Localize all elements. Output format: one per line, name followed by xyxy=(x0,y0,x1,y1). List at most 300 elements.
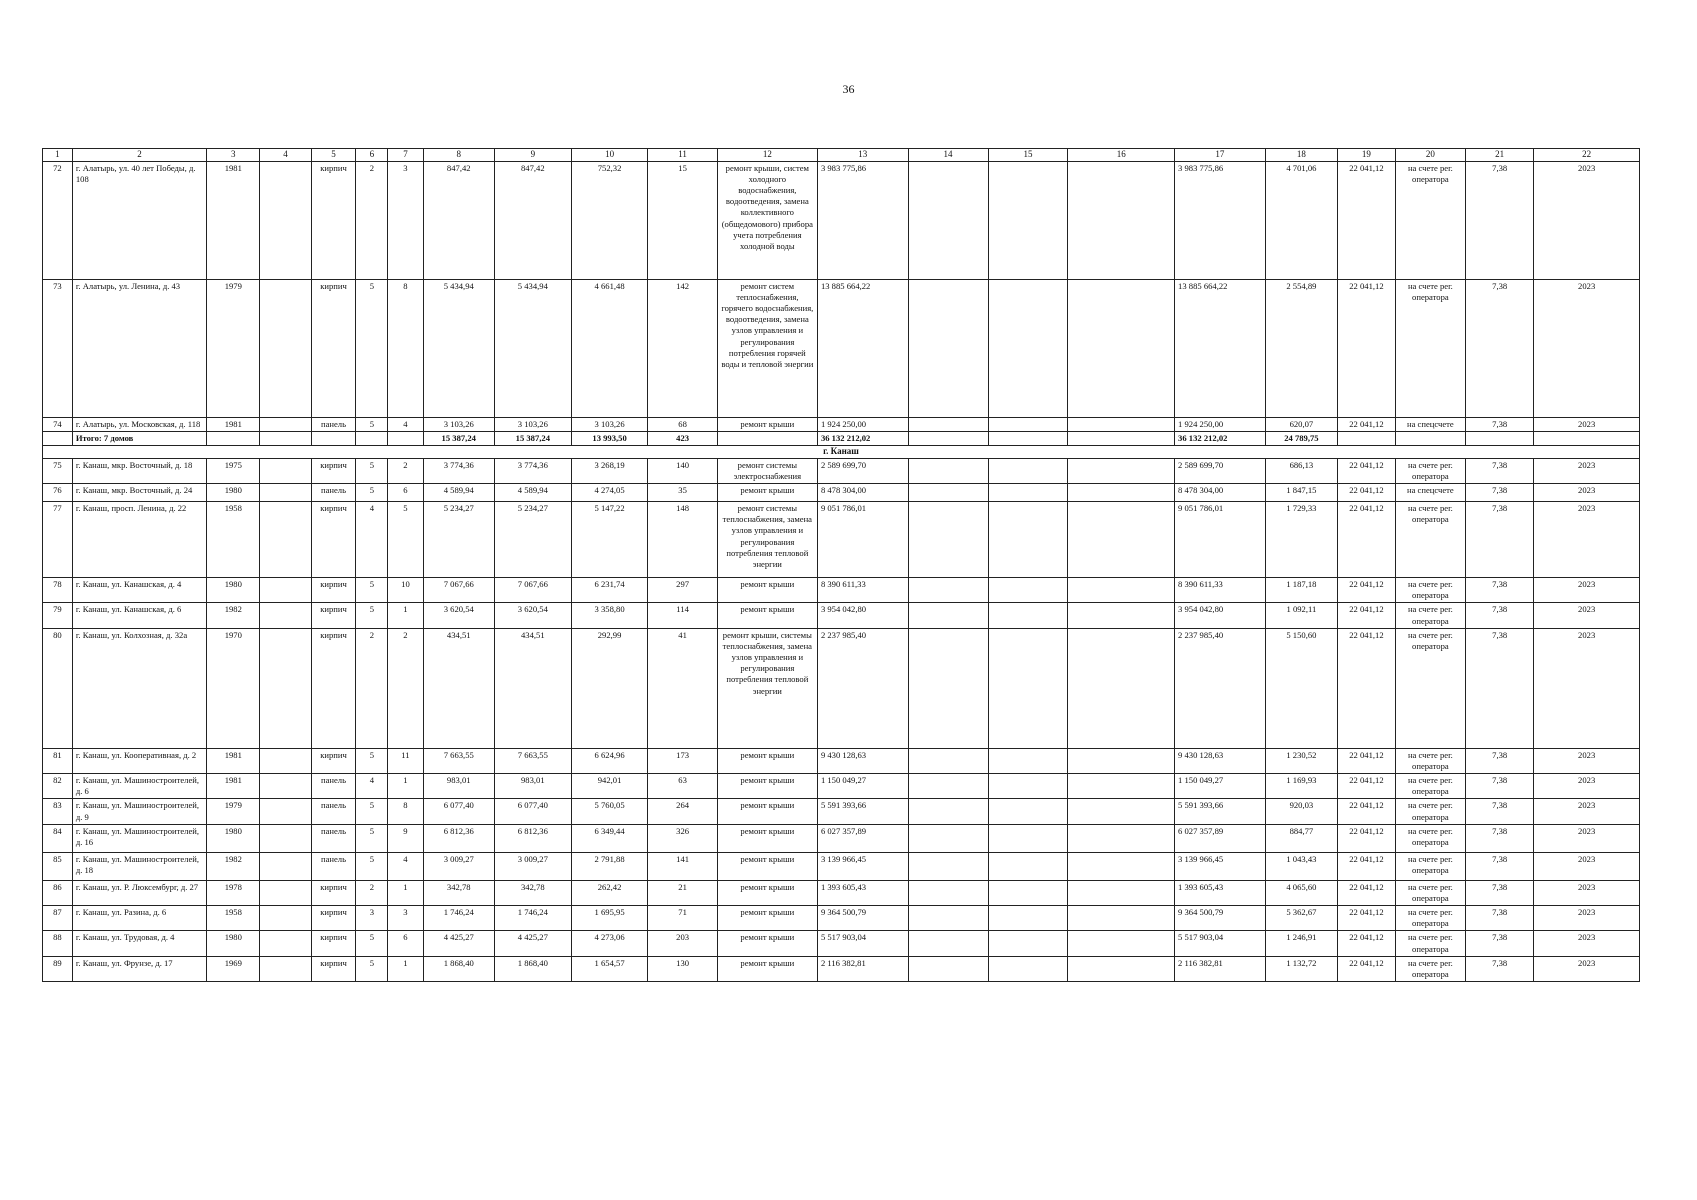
total-cell xyxy=(1534,431,1640,445)
column-number: 1 xyxy=(43,149,73,162)
cell-res: 173 xyxy=(648,748,717,773)
cell-cost: 8 390 611,33 xyxy=(817,578,908,603)
column-number: 3 xyxy=(207,149,260,162)
cell-mat: панель xyxy=(311,824,356,852)
cell-n: 78 xyxy=(43,578,73,603)
cell-c16 xyxy=(1068,279,1175,417)
cell-c18: 1 092,11 xyxy=(1265,603,1337,628)
cell-res: 140 xyxy=(648,458,717,483)
cell-a10: 3 268,19 xyxy=(571,458,648,483)
cell-c18: 920,03 xyxy=(1265,799,1337,824)
cell-c14 xyxy=(908,906,988,931)
cell-year: 1982 xyxy=(207,852,260,880)
cell-c17: 1 150 049,27 xyxy=(1175,774,1266,799)
cell-a8: 6 812,36 xyxy=(423,824,494,852)
cell-c15 xyxy=(988,578,1068,603)
cell-ent: 11 xyxy=(388,748,423,773)
table-row xyxy=(43,748,1640,773)
cell-addr: г. Канаш, ул. Колхозная, д. 32а xyxy=(72,628,206,748)
cell-res: 114 xyxy=(648,603,717,628)
table-body xyxy=(43,161,1640,981)
cell-addr: г. Канаш, ул. Канашская, д. 4 xyxy=(72,578,206,603)
cell-work: ремонт системы электроснабжения xyxy=(717,458,817,483)
cell-c21: 7,38 xyxy=(1466,774,1534,799)
cell-n: 76 xyxy=(43,484,73,502)
cell-c21: 7,38 xyxy=(1466,852,1534,880)
cell-c18: 4 065,60 xyxy=(1265,880,1337,905)
cell-c17: 8 390 611,33 xyxy=(1175,578,1266,603)
cell-cost: 3 954 042,80 xyxy=(817,603,908,628)
cell-c15 xyxy=(988,931,1068,956)
cell-a8: 3 009,27 xyxy=(423,852,494,880)
cell-c4 xyxy=(260,799,311,824)
cell-c16 xyxy=(1068,628,1175,748)
cell-c21: 7,38 xyxy=(1466,417,1534,431)
cell-work: ремонт крыши xyxy=(717,799,817,824)
cell-cost: 2 589 699,70 xyxy=(817,458,908,483)
total-cell xyxy=(1068,431,1175,445)
cell-a8: 847,42 xyxy=(423,161,494,279)
cell-c4 xyxy=(260,502,311,578)
cell-a8: 434,51 xyxy=(423,628,494,748)
cell-c18: 884,77 xyxy=(1265,824,1337,852)
cell-c15 xyxy=(988,161,1068,279)
cell-c4 xyxy=(260,458,311,483)
cell-a10: 752,32 xyxy=(571,161,648,279)
cell-c22: 2023 xyxy=(1534,417,1640,431)
cell-c21: 7,38 xyxy=(1466,799,1534,824)
total-cell xyxy=(356,431,388,445)
cell-ent: 9 xyxy=(388,824,423,852)
cell-c17: 1 393 605,43 xyxy=(1175,880,1266,905)
cell-c17: 13 885 664,22 xyxy=(1175,279,1266,417)
cell-cost: 9 051 786,01 xyxy=(817,502,908,578)
cell-c18: 1 043,43 xyxy=(1265,852,1337,880)
cell-c19: 22 041,12 xyxy=(1338,824,1396,852)
cell-ent: 8 xyxy=(388,279,423,417)
cell-c19: 22 041,12 xyxy=(1338,502,1396,578)
cell-c15 xyxy=(988,956,1068,981)
cell-a9: 7 663,55 xyxy=(494,748,571,773)
cell-a9: 4 425,27 xyxy=(494,931,571,956)
cell-addr: г. Алатырь, ул. Ленина, д. 43 xyxy=(72,279,206,417)
cell-a9: 3 009,27 xyxy=(494,852,571,880)
table-row xyxy=(43,417,1640,431)
cell-c18: 2 554,89 xyxy=(1265,279,1337,417)
cell-work: ремонт крыши xyxy=(717,484,817,502)
cell-a8: 3 774,36 xyxy=(423,458,494,483)
cell-acct: на счете рег. оператора xyxy=(1395,880,1465,905)
city-header-row xyxy=(43,446,1640,459)
cell-n: 81 xyxy=(43,748,73,773)
cell-year: 1970 xyxy=(207,628,260,748)
cell-mat: панель xyxy=(311,852,356,880)
cell-c22: 2023 xyxy=(1534,956,1640,981)
cell-mat: кирпич xyxy=(311,931,356,956)
cell-n: 86 xyxy=(43,880,73,905)
cell-c21: 7,38 xyxy=(1466,578,1534,603)
column-number: 19 xyxy=(1338,149,1396,162)
cell-c19: 22 041,12 xyxy=(1338,931,1396,956)
cell-year: 1958 xyxy=(207,906,260,931)
cell-a9: 983,01 xyxy=(494,774,571,799)
cell-acct: на счете рег. оператора xyxy=(1395,279,1465,417)
total-residents: 423 xyxy=(648,431,717,445)
cell-c15 xyxy=(988,880,1068,905)
cell-c15 xyxy=(988,824,1068,852)
cell-year: 1981 xyxy=(207,748,260,773)
cell-c19: 22 041,12 xyxy=(1338,774,1396,799)
cell-a8: 342,78 xyxy=(423,880,494,905)
cell-c14 xyxy=(908,956,988,981)
cell-acct: на спецсчете xyxy=(1395,484,1465,502)
cell-c4 xyxy=(260,417,311,431)
cell-ent: 1 xyxy=(388,603,423,628)
cell-c19: 22 041,12 xyxy=(1338,906,1396,931)
cell-a10: 5 760,05 xyxy=(571,799,648,824)
cell-addr: г. Алатырь, ул. 40 лет Победы, д. 108 xyxy=(72,161,206,279)
cell-c18: 686,13 xyxy=(1265,458,1337,483)
cell-a9: 1 746,24 xyxy=(494,906,571,931)
cell-c21: 7,38 xyxy=(1466,748,1534,773)
column-number: 22 xyxy=(1534,149,1640,162)
cell-year: 1980 xyxy=(207,484,260,502)
cell-c22: 2023 xyxy=(1534,774,1640,799)
cell-n: 79 xyxy=(43,603,73,628)
cell-c21: 7,38 xyxy=(1466,458,1534,483)
cell-year: 1980 xyxy=(207,931,260,956)
column-number: 5 xyxy=(311,149,356,162)
cell-c21: 7,38 xyxy=(1466,502,1534,578)
cell-ent: 3 xyxy=(388,161,423,279)
cell-acct: на счете рег. оператора xyxy=(1395,852,1465,880)
cell-a9: 5 434,94 xyxy=(494,279,571,417)
cell-a10: 4 273,06 xyxy=(571,931,648,956)
cell-c17: 3 954 042,80 xyxy=(1175,603,1266,628)
cell-c16 xyxy=(1068,484,1175,502)
cell-acct: на счете рег. оператора xyxy=(1395,603,1465,628)
cell-cost: 13 885 664,22 xyxy=(817,279,908,417)
cell-ent: 2 xyxy=(388,628,423,748)
cell-c15 xyxy=(988,748,1068,773)
cell-res: 297 xyxy=(648,578,717,603)
cell-c22: 2023 xyxy=(1534,502,1640,578)
cell-c19: 22 041,12 xyxy=(1338,161,1396,279)
cell-a9: 434,51 xyxy=(494,628,571,748)
cell-fl: 4 xyxy=(356,774,388,799)
total-cell xyxy=(1466,431,1534,445)
cell-c4 xyxy=(260,931,311,956)
cell-res: 15 xyxy=(648,161,717,279)
cell-a10: 262,42 xyxy=(571,880,648,905)
cell-c16 xyxy=(1068,578,1175,603)
column-number: 7 xyxy=(388,149,423,162)
cell-a8: 983,01 xyxy=(423,774,494,799)
cell-fl: 5 xyxy=(356,417,388,431)
cell-c16 xyxy=(1068,956,1175,981)
cell-cost: 2 237 985,40 xyxy=(817,628,908,748)
cell-mat: панель xyxy=(311,774,356,799)
cell-res: 148 xyxy=(648,502,717,578)
cell-c15 xyxy=(988,906,1068,931)
total-cell xyxy=(311,431,356,445)
total-cell xyxy=(207,431,260,445)
cell-c17: 9 430 128,63 xyxy=(1175,748,1266,773)
cell-a10: 1 654,57 xyxy=(571,956,648,981)
cell-c17: 1 924 250,00 xyxy=(1175,417,1266,431)
cell-acct: на счете рег. оператора xyxy=(1395,824,1465,852)
cell-mat: кирпич xyxy=(311,279,356,417)
cell-cost: 9 430 128,63 xyxy=(817,748,908,773)
column-number: 4 xyxy=(260,149,311,162)
cell-c18: 5 362,67 xyxy=(1265,906,1337,931)
cell-res: 21 xyxy=(648,880,717,905)
cell-c15 xyxy=(988,279,1068,417)
cell-c14 xyxy=(908,748,988,773)
cell-n: 83 xyxy=(43,799,73,824)
cell-addr: г. Канаш, ул. Машиностроителей, д. 18 xyxy=(72,852,206,880)
cell-a10: 942,01 xyxy=(571,774,648,799)
cell-cost: 3 139 966,45 xyxy=(817,852,908,880)
cell-a10: 6 231,74 xyxy=(571,578,648,603)
cell-c22: 2023 xyxy=(1534,748,1640,773)
cell-a10: 292,99 xyxy=(571,628,648,748)
column-number: 6 xyxy=(356,149,388,162)
cell-mat: панель xyxy=(311,799,356,824)
total-cost: 36 132 212,02 xyxy=(817,431,908,445)
cell-a8: 7 067,66 xyxy=(423,578,494,603)
cell-a9: 4 589,94 xyxy=(494,484,571,502)
cell-fl: 5 xyxy=(356,603,388,628)
column-number: 16 xyxy=(1068,149,1175,162)
cell-acct: на счете рег. оператора xyxy=(1395,628,1465,748)
cell-addr: г. Канаш, ул. Машиностроителей, д. 9 xyxy=(72,799,206,824)
cell-c16 xyxy=(1068,161,1175,279)
cell-a9: 3 774,36 xyxy=(494,458,571,483)
cell-cost: 1 924 250,00 xyxy=(817,417,908,431)
cell-n: 80 xyxy=(43,628,73,748)
cell-a9: 5 234,27 xyxy=(494,502,571,578)
cell-year: 1981 xyxy=(207,161,260,279)
cell-n: 73 xyxy=(43,279,73,417)
cell-c21: 7,38 xyxy=(1466,603,1534,628)
column-number: 12 xyxy=(717,149,817,162)
cell-addr: г. Канаш, ул. Машиностроителей, д. 16 xyxy=(72,824,206,852)
cell-acct: на счете рег. оператора xyxy=(1395,748,1465,773)
cell-acct: на счете рег. оператора xyxy=(1395,161,1465,279)
cell-work: ремонт крыши xyxy=(717,880,817,905)
cell-c14 xyxy=(908,578,988,603)
cell-c18: 5 150,60 xyxy=(1265,628,1337,748)
cell-c15 xyxy=(988,417,1068,431)
cell-c14 xyxy=(908,279,988,417)
column-number-row xyxy=(43,149,1640,162)
cell-fl: 5 xyxy=(356,824,388,852)
cell-a10: 2 791,88 xyxy=(571,852,648,880)
cell-ent: 10 xyxy=(388,578,423,603)
cell-year: 1981 xyxy=(207,774,260,799)
cell-c19: 22 041,12 xyxy=(1338,880,1396,905)
cell-cost: 5 517 903,04 xyxy=(817,931,908,956)
cell-n: 77 xyxy=(43,502,73,578)
cell-c21: 7,38 xyxy=(1466,956,1534,981)
cell-year: 1979 xyxy=(207,279,260,417)
table-row xyxy=(43,484,1640,502)
cell-c18: 4 701,06 xyxy=(1265,161,1337,279)
column-number: 21 xyxy=(1466,149,1534,162)
cell-a10: 4 661,48 xyxy=(571,279,648,417)
cell-c17: 3 983 775,86 xyxy=(1175,161,1266,279)
cell-cost: 5 591 393,66 xyxy=(817,799,908,824)
cell-ent: 3 xyxy=(388,906,423,931)
cell-fl: 5 xyxy=(356,799,388,824)
cell-c15 xyxy=(988,628,1068,748)
cell-year: 1980 xyxy=(207,578,260,603)
cell-c21: 7,38 xyxy=(1466,628,1534,748)
cell-c14 xyxy=(908,417,988,431)
cell-c19: 22 041,12 xyxy=(1338,603,1396,628)
cell-c4 xyxy=(260,774,311,799)
cell-c4 xyxy=(260,906,311,931)
cell-mat: кирпич xyxy=(311,880,356,905)
table-row xyxy=(43,956,1640,981)
cell-c15 xyxy=(988,458,1068,483)
cell-c22: 2023 xyxy=(1534,484,1640,502)
cell-ent: 4 xyxy=(388,417,423,431)
cell-res: 71 xyxy=(648,906,717,931)
total-cell xyxy=(717,431,817,445)
cell-fl: 3 xyxy=(356,906,388,931)
cell-year: 1979 xyxy=(207,799,260,824)
cell-fl: 5 xyxy=(356,956,388,981)
cell-a8: 3 103,26 xyxy=(423,417,494,431)
column-number: 18 xyxy=(1265,149,1337,162)
column-number: 20 xyxy=(1395,149,1465,162)
cell-acct: на счете рег. оператора xyxy=(1395,906,1465,931)
cell-a8: 1 868,40 xyxy=(423,956,494,981)
cell-fl: 5 xyxy=(356,484,388,502)
total-area-9: 15 387,24 xyxy=(494,431,571,445)
cell-a8: 5 434,94 xyxy=(423,279,494,417)
cell-c16 xyxy=(1068,774,1175,799)
cell-c4 xyxy=(260,578,311,603)
column-number: 17 xyxy=(1175,149,1266,162)
cell-c21: 7,38 xyxy=(1466,931,1534,956)
cell-res: 68 xyxy=(648,417,717,431)
cell-a8: 5 234,27 xyxy=(423,502,494,578)
total-cell xyxy=(43,431,73,445)
cell-fl: 2 xyxy=(356,628,388,748)
cell-res: 141 xyxy=(648,852,717,880)
cell-work: ремонт крыши xyxy=(717,774,817,799)
cell-c22: 2023 xyxy=(1534,880,1640,905)
cell-c4 xyxy=(260,880,311,905)
cell-c22: 2023 xyxy=(1534,458,1640,483)
cell-fl: 5 xyxy=(356,578,388,603)
cell-c18: 1 132,72 xyxy=(1265,956,1337,981)
cell-mat: кирпич xyxy=(311,161,356,279)
cell-c14 xyxy=(908,628,988,748)
table-row xyxy=(43,458,1640,483)
cell-c4 xyxy=(260,603,311,628)
cell-c14 xyxy=(908,603,988,628)
cell-a9: 1 868,40 xyxy=(494,956,571,981)
cell-c16 xyxy=(1068,603,1175,628)
cell-c19: 22 041,12 xyxy=(1338,578,1396,603)
cell-c21: 7,38 xyxy=(1466,824,1534,852)
cell-c16 xyxy=(1068,931,1175,956)
cell-fl: 5 xyxy=(356,931,388,956)
cell-c22: 2023 xyxy=(1534,578,1640,603)
cell-c16 xyxy=(1068,852,1175,880)
cell-c17: 2 237 985,40 xyxy=(1175,628,1266,748)
cell-c22: 2023 xyxy=(1534,824,1640,852)
cell-acct: на счете рег. оператора xyxy=(1395,931,1465,956)
column-number: 9 xyxy=(494,149,571,162)
table-row xyxy=(43,279,1640,417)
column-number: 13 xyxy=(817,149,908,162)
cell-cost: 8 478 304,00 xyxy=(817,484,908,502)
cell-addr: г. Канаш, ул. Канашская, д. 6 xyxy=(72,603,206,628)
cell-c4 xyxy=(260,748,311,773)
table-row xyxy=(43,578,1640,603)
cell-c19: 22 041,12 xyxy=(1338,417,1396,431)
cell-year: 1969 xyxy=(207,956,260,981)
cell-acct: на счете рег. оператора xyxy=(1395,774,1465,799)
cell-c16 xyxy=(1068,906,1175,931)
cell-c16 xyxy=(1068,824,1175,852)
cell-c15 xyxy=(988,502,1068,578)
cell-c17: 9 051 786,01 xyxy=(1175,502,1266,578)
cell-n: 82 xyxy=(43,774,73,799)
table-row xyxy=(43,502,1640,578)
cell-c17: 2 116 382,81 xyxy=(1175,956,1266,981)
cell-acct: на счете рег. оператора xyxy=(1395,502,1465,578)
cell-c15 xyxy=(988,852,1068,880)
cell-res: 264 xyxy=(648,799,717,824)
cell-acct: на спецсчете xyxy=(1395,417,1465,431)
cell-c4 xyxy=(260,628,311,748)
capital-repair-table xyxy=(42,148,1640,982)
cell-year: 1975 xyxy=(207,458,260,483)
cell-addr: г. Канаш, мкр. Восточный, д. 18 xyxy=(72,458,206,483)
total-cell xyxy=(388,431,423,445)
cell-a10: 3 358,80 xyxy=(571,603,648,628)
cell-work: ремонт крыши, системы теплоснабжения, замена узлов управления и регулирования потребления тепловой энергии xyxy=(717,628,817,748)
cell-c14 xyxy=(908,502,988,578)
cell-c15 xyxy=(988,774,1068,799)
cell-c18: 620,07 xyxy=(1265,417,1337,431)
cell-c16 xyxy=(1068,748,1175,773)
column-number: 10 xyxy=(571,149,648,162)
cell-a8: 4 425,27 xyxy=(423,931,494,956)
cell-c16 xyxy=(1068,417,1175,431)
cell-mat: кирпич xyxy=(311,502,356,578)
cell-a10: 3 103,26 xyxy=(571,417,648,431)
cell-c16 xyxy=(1068,799,1175,824)
cell-work: ремонт крыши xyxy=(717,824,817,852)
cell-addr: г. Канаш, ул. Фрунзе, д. 17 xyxy=(72,956,206,981)
cell-cost: 1 393 605,43 xyxy=(817,880,908,905)
cell-c14 xyxy=(908,824,988,852)
cell-c14 xyxy=(908,484,988,502)
cell-c18: 1 169,93 xyxy=(1265,774,1337,799)
cell-addr: г. Канаш, просп. Ленина, д. 22 xyxy=(72,502,206,578)
cell-a9: 6 077,40 xyxy=(494,799,571,824)
cell-c15 xyxy=(988,603,1068,628)
cell-mat: кирпич xyxy=(311,578,356,603)
cell-c19: 22 041,12 xyxy=(1338,956,1396,981)
